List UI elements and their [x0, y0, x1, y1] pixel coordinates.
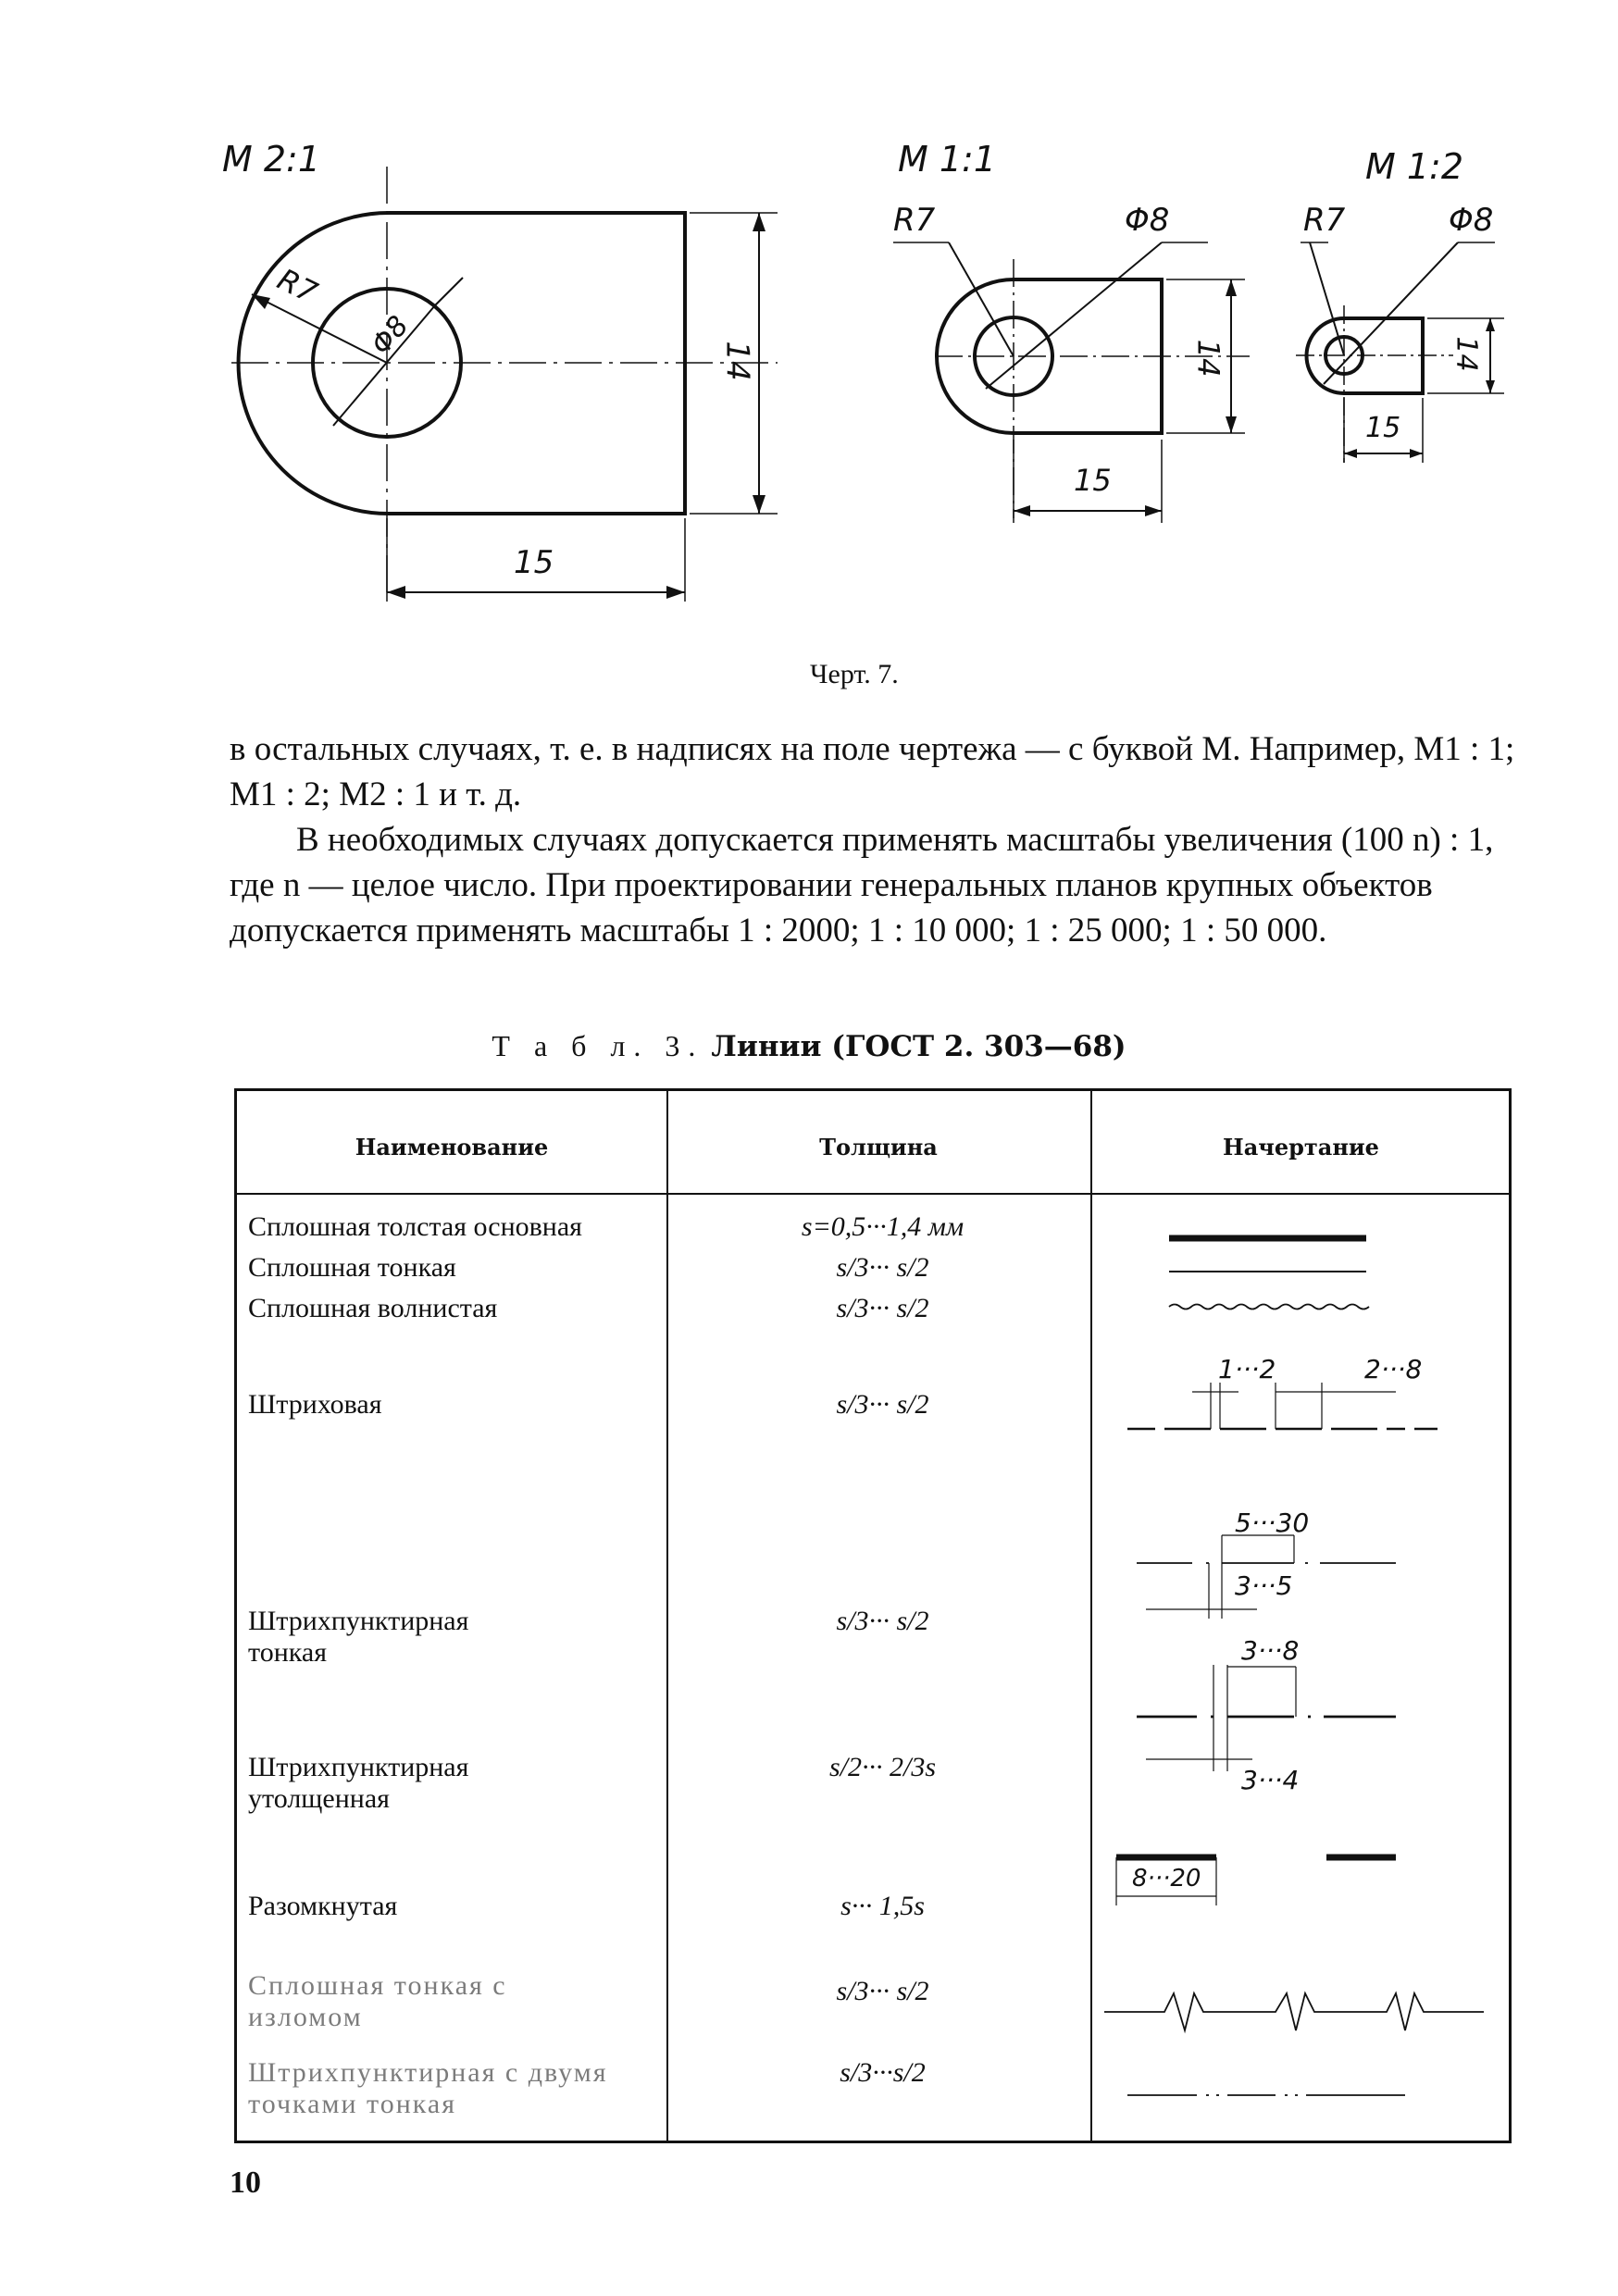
row-name: Сплошная толстая основная — [248, 1211, 582, 1242]
diameter-label-small: Φ8 — [1449, 202, 1494, 239]
radius-label-small: R7 — [1303, 202, 1346, 239]
row-thickness: s··· 1,5s — [840, 1891, 925, 1921]
row-thickness: s/3··· s/2 — [836, 1389, 929, 1420]
sample-zigzag — [1104, 1993, 1484, 2030]
dim-thick-dashdot-length: 3···8 — [1241, 1635, 1300, 1666]
paragraph: В необходимых случаях допускается применять масштабы увеличения (100 n) : 1, где n — целое число. При проектировании генеральных планов крупных объектов допускается применять масштабы 1 : 2000; 1 : 10 000; 1 : 25 000; 1 : 50 000. — [230, 821, 1494, 949]
dim-open-length: 8···20 — [1132, 1865, 1201, 1893]
height-dim-large: 14 — [718, 341, 756, 381]
technical-drawing — [0, 0, 1618, 648]
row-name: Штрихпунктирная тонкая — [248, 1606, 469, 1668]
scale-label-m1-1: M 1:1 — [898, 139, 997, 180]
row-thickness: s/3··· s/2 — [836, 1252, 929, 1283]
page-number: 10 — [230, 2166, 261, 2200]
row-name: Штриховая — [248, 1389, 382, 1420]
header-thickness: Толщина — [819, 1134, 938, 1160]
height-dim-medium: 14 — [1190, 339, 1226, 378]
dim-dashdot-gap: 3···5 — [1235, 1570, 1293, 1601]
figure-caption: Черт. 7. — [810, 659, 899, 689]
row-name: Сплошная тонкая — [248, 1252, 456, 1283]
row-thickness: s/2··· 2/3s — [828, 1752, 937, 1782]
dim-dash-gap: 1···2 — [1218, 1354, 1276, 1384]
width-dim-small: 15 — [1365, 412, 1401, 444]
dim-thick-dashdot-gap: 3···4 — [1241, 1765, 1300, 1795]
width-dim-medium: 15 — [1074, 463, 1112, 498]
body-text — [230, 726, 1525, 953]
table-heading: Линии (ГОСТ 2. 303—68) — [711, 1030, 1126, 1063]
diameter-label-medium: Φ8 — [1125, 202, 1170, 239]
diameter-label-large: Φ8 — [365, 309, 416, 362]
row-name: Штрихпунктирная с двумя точками тонкая — [248, 2057, 608, 2119]
paragraph: в остальных случаях, т. е. в надписях на поле чертежа — с буквой М. Например, М1 : 1; М1 : 2; М2 : 1 и т. д. — [230, 730, 1515, 813]
header-style: Начертание — [1223, 1134, 1379, 1160]
row-thickness: s/3··· s/2 — [836, 1976, 929, 2006]
row-thickness: s/3··· s/2 — [836, 1606, 929, 1636]
row-name: Сплошная тонкая с изломом — [248, 1970, 507, 2032]
scale-label-m2-1: M 2:1 — [222, 139, 321, 180]
scale-label-m1-2: M 1:2 — [1365, 146, 1464, 187]
radius-label-large: R7 — [271, 261, 323, 311]
radius-label-medium: R7 — [893, 202, 936, 239]
width-dim-large: 15 — [514, 544, 554, 581]
table-number: Т а б л. 3. — [492, 1029, 704, 1062]
dim-dash-length: 2···8 — [1364, 1354, 1423, 1384]
lines-table — [234, 1088, 1512, 2143]
height-dim-small: 14 — [1450, 336, 1483, 372]
row-thickness: s/3···s/2 — [840, 2057, 926, 2088]
sample-wavy — [1169, 1305, 1369, 1309]
row-name: Разомкнутая — [248, 1891, 398, 1921]
line-samples — [1090, 1091, 1512, 2146]
row-name: Штрихпунктирная утолщенная — [248, 1752, 469, 1814]
row-thickness: s/3··· s/2 — [836, 1293, 929, 1323]
table-title — [0, 1029, 1618, 1063]
row-thickness: s=0,5···1,4 мм — [801, 1211, 965, 1242]
dim-dashdot-length: 5···30 — [1235, 1508, 1310, 1538]
row-name: Сплошная волнистая — [248, 1293, 498, 1323]
header-name: Наименование — [355, 1134, 549, 1160]
